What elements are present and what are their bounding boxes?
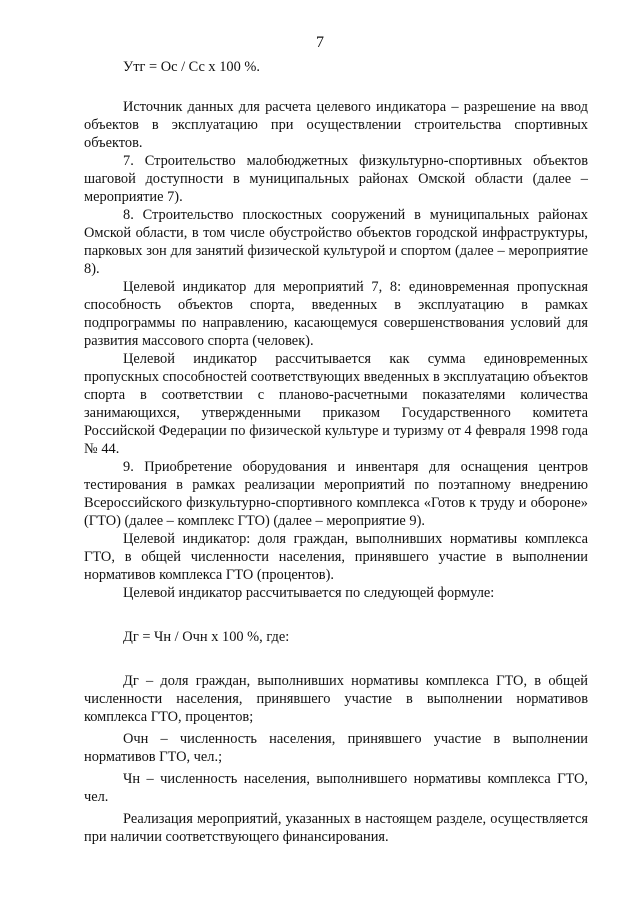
paragraph-indicator-9: Целевой индикатор: доля граждан, выполнивших нормативы комплекса ГТО, в общей численности населения, принявшего участие в выполнении нормативов комплекса ГТО (процентов). [84,531,588,583]
formula-utg: Утг = Ос / Сс х 100 %. [123,59,260,75]
paragraph-indicator-7-8: Целевой индикатор для мероприятий 7, 8: единовременная пропускная способность объектов спорта, введенных в эксплуатацию в рамках подпрограммы по направлению, касающемуся совершенствования условий для развития массового спорта (человек). [84,279,588,349]
page-number: 7 [316,34,324,51]
paragraph-def-dg: Дг – доля граждан, выполнивших нормативы комплекса ГТО, в общей численности населения, принявшего участие в выполнении нормативов комплекса ГТО, процентов; [84,673,588,725]
paragraph-data-source: Источник данных для расчета целевого индикатора – разрешение на ввод объектов в эксплуатацию при осуществлении строительства спортивных объектов. [84,99,588,151]
paragraph-measure-9: 9. Приобретение оборудования и инвентаря для оснащения центров тестирования в рамках реализации мероприятий по поэтапному внедрению Всероссийского физкультурно-спортивного комплекса «Готов к труду и обороне» (ГТО) (далее – комплекс ГТО) (далее – мероприятие 9). [84,459,588,529]
paragraph-measure-8: 8. Строительство плоскостных сооружений в муниципальных районах Омской области, в том числе обустройство объектов городской инфраструктуры, парковых зон для занятий физической культурой и спортом (далее – мероприятие 8). [84,207,588,277]
paragraph-measure-7: 7. Строительство малобюджетных физкультурно-спортивных объектов шаговой доступности в муниципальных районах Омской области (далее – мероприятие 7). [84,153,588,205]
paragraph-formula-intro: Целевой индикатор рассчитывается по следующей формуле: [123,585,495,601]
paragraph-def-ochn: Очн – численность населения, принявшего участие в выполнении нормативов ГТО, чел.; [84,731,588,765]
formula-dg: Дг = Чн / Очн х 100 %, где: [123,629,290,645]
paragraph-def-chn: Чн – численность населения, выполнившего нормативы комплекса ГТО, чел. [84,771,588,805]
paragraph-indicator-calc: Целевой индикатор рассчитывается как сумма единовременных пропускных способностей соответствующих введенных в эксплуатацию объектов спорта в соответствии с планово-расчетными показателями количества занимающихся, утвержденными приказом Государственного комитета Российской Федерации по физической культуре и туризму от 4 февраля 1998 года № 44. [84,351,588,457]
document-body [84,58,588,846]
paragraph-implementation: Реализация мероприятий, указанных в настоящем разделе, осуществляется при наличии соответствующего финансирования. [84,811,588,845]
